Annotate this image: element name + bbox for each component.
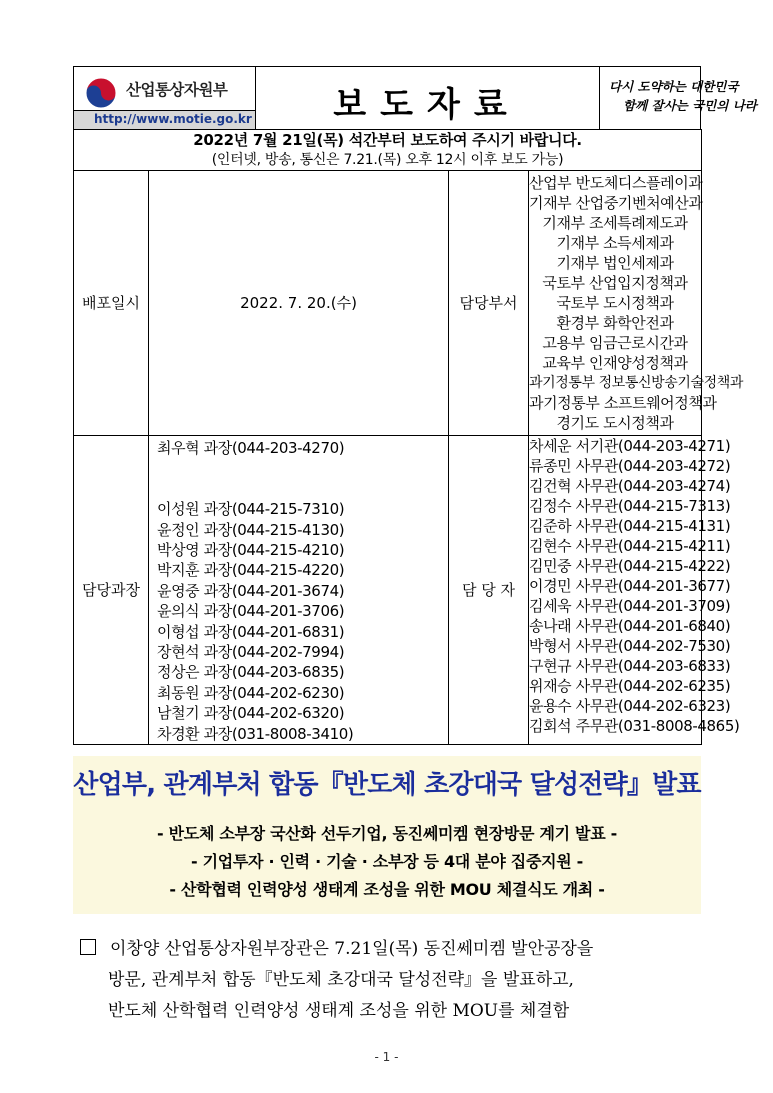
embargo-note: (인터넷, 방송, 통신은 7.21.(목) 오후 12시 이후 보도 가능) xyxy=(211,152,564,168)
taegeuk-logo-icon xyxy=(82,75,120,111)
headline-subtitle: - 산학협력 인력양성 생태계 조성을 위한 MOU 체결식도 개최 - xyxy=(169,880,605,899)
distribution-label: 배포일시 xyxy=(74,171,149,436)
department-item: 고용부 임금근로시간과 xyxy=(542,334,688,352)
slogan-text xyxy=(609,77,757,115)
url-bar xyxy=(74,110,255,129)
checkbox-bullet-icon xyxy=(80,939,96,955)
department-item: 교육부 인재양성정책과 xyxy=(542,354,688,372)
headline-box xyxy=(73,756,701,914)
staff-item: 박형서 사무관(044-202-7530) xyxy=(529,637,731,655)
manager-item: 차경환 과장(031-8008-3410) xyxy=(157,724,354,743)
body-text: 이창양 산업통상자원부장관은 7.21일(목) 동진쎄미켐 발안공장을 xyxy=(110,939,594,959)
document-title: 보도자료 xyxy=(333,85,521,125)
embargo-cell xyxy=(74,130,702,171)
press-header xyxy=(73,66,757,129)
headline-subtitle: - 기업투자 · 인력 · 기술 · 소부장 등 4대 분야 집중지원 - xyxy=(190,852,584,871)
department-item: 과기정통부 정보통신방송기술정책과 xyxy=(529,375,744,391)
body-line: 반도체 산학협력 인력양성 생태계 조성을 위한 MOU를 체결함 xyxy=(108,1001,570,1021)
manager-item: 박상영 과장(044-215-4210) xyxy=(157,541,345,560)
manager-spacer xyxy=(157,458,448,499)
body-line xyxy=(80,934,710,965)
body-paragraph xyxy=(80,934,710,1027)
manager-item: 윤영중 과장(044-201-3674) xyxy=(157,581,345,600)
manager-item: 이형섭 과장(044-201-6831) xyxy=(157,622,345,641)
manager-item: 윤의식 과장(044-201-3706) xyxy=(157,602,345,621)
department-item: 기재부 조세특례제도과 xyxy=(542,214,688,232)
slogan-block xyxy=(599,67,757,129)
staff-item: 김현수 사무관(044-215-4211) xyxy=(529,537,731,555)
department-item: 기재부 산업중기벤처예산과 xyxy=(529,194,703,212)
manager-item: 이성원 과장(044-215-7310) xyxy=(157,500,345,519)
ministry-url-link[interactable]: http://www.motie.go.kr xyxy=(94,112,252,126)
department-item: 산업부 반도체디스플레이과 xyxy=(529,174,703,192)
headline-subtitle: - 반도체 소부장 국산화 선두기업, 동진쎄미켐 현장방문 계기 발표 - xyxy=(157,824,617,843)
staff-list xyxy=(529,436,740,745)
department-item: 국토부 도시정책과 xyxy=(556,294,674,312)
staff-item: 차세운 서기관(044-203-4271) xyxy=(529,437,731,455)
staff-item: 류종민 사무관(044-203-4272) xyxy=(529,457,731,475)
department-item: 과기정통부 소프트웨어정책과 xyxy=(529,394,717,412)
staff-item: 김회석 주무관(031-8008-4865) xyxy=(529,717,740,735)
staff-item: 김준하 사무관(044-215-4131) xyxy=(529,517,731,535)
department-item: 기재부 소득세제과 xyxy=(556,234,674,252)
press-info-table xyxy=(73,129,744,745)
manager-list xyxy=(149,436,449,745)
manager-item: 박지훈 과장(044-215-4220) xyxy=(157,561,345,580)
staff-item: 김세욱 사무관(044-201-3709) xyxy=(529,597,731,615)
body-line: 방문, 관계부처 합동『반도체 초강대국 달성전략』을 발표하고, xyxy=(108,970,574,990)
page-number: - 1 - xyxy=(374,1050,399,1064)
manager-label: 담당과장 xyxy=(74,436,149,745)
title-block xyxy=(255,67,600,129)
headline-title: 산업부, 관계부처 합동『반도체 초강대국 달성전략』발표 xyxy=(73,770,701,800)
embargo-notice: 2022년 7월 21일(목) 석간부터 보도하여 주시기 바랍니다. xyxy=(193,131,582,149)
staff-item: 구현규 사무관(044-203-6833) xyxy=(529,657,731,675)
manager-item: 정상은 과장(044-203-6835) xyxy=(157,663,345,682)
headline-subtitles xyxy=(73,820,701,904)
department-item: 경기도 도시정책과 xyxy=(556,414,674,432)
ministry-name: 산업통상자원부 xyxy=(126,81,228,99)
staff-item: 김민중 사무관(044-215-4222) xyxy=(529,557,731,575)
department-item: 기재부 법인세제과 xyxy=(556,254,674,272)
staff-label: 담 당 자 xyxy=(449,436,529,745)
slogan-line: 다시 도약하는 대한민국 xyxy=(609,79,739,94)
department-item: 환경부 화학안전과 xyxy=(556,314,674,332)
manager-item: 윤정인 과장(044-215-4130) xyxy=(157,520,345,539)
staff-item: 김건혁 사무관(044-203-4274) xyxy=(529,477,731,495)
distribution-date: 2022. 7. 20.(수) xyxy=(149,171,449,436)
department-list xyxy=(529,171,744,436)
staff-item: 이경민 사무관(044-201-3677) xyxy=(529,577,731,595)
department-item: 국토부 산업입지정책과 xyxy=(542,274,688,292)
manager-item: 최동원 과장(044-202-6230) xyxy=(157,683,345,702)
manager-item: 최우혁 과장(044-203-4270) xyxy=(157,439,345,457)
staff-item: 위재승 사무관(044-202-6235) xyxy=(529,677,731,695)
staff-item: 김정수 사무관(044-215-7313) xyxy=(529,497,731,515)
slogan-line: 함께 잘사는 국민의 나라 xyxy=(623,98,757,113)
department-label: 담당부서 xyxy=(449,171,529,436)
manager-item: 남철기 과장(044-202-6320) xyxy=(157,704,345,723)
manager-item: 장현석 과장(044-202-7994) xyxy=(157,643,345,662)
staff-item: 송나래 사무관(044-201-6840) xyxy=(529,617,731,635)
ministry-logo-block xyxy=(74,67,256,129)
staff-item: 윤용수 사무관(044-202-6323) xyxy=(529,697,731,715)
